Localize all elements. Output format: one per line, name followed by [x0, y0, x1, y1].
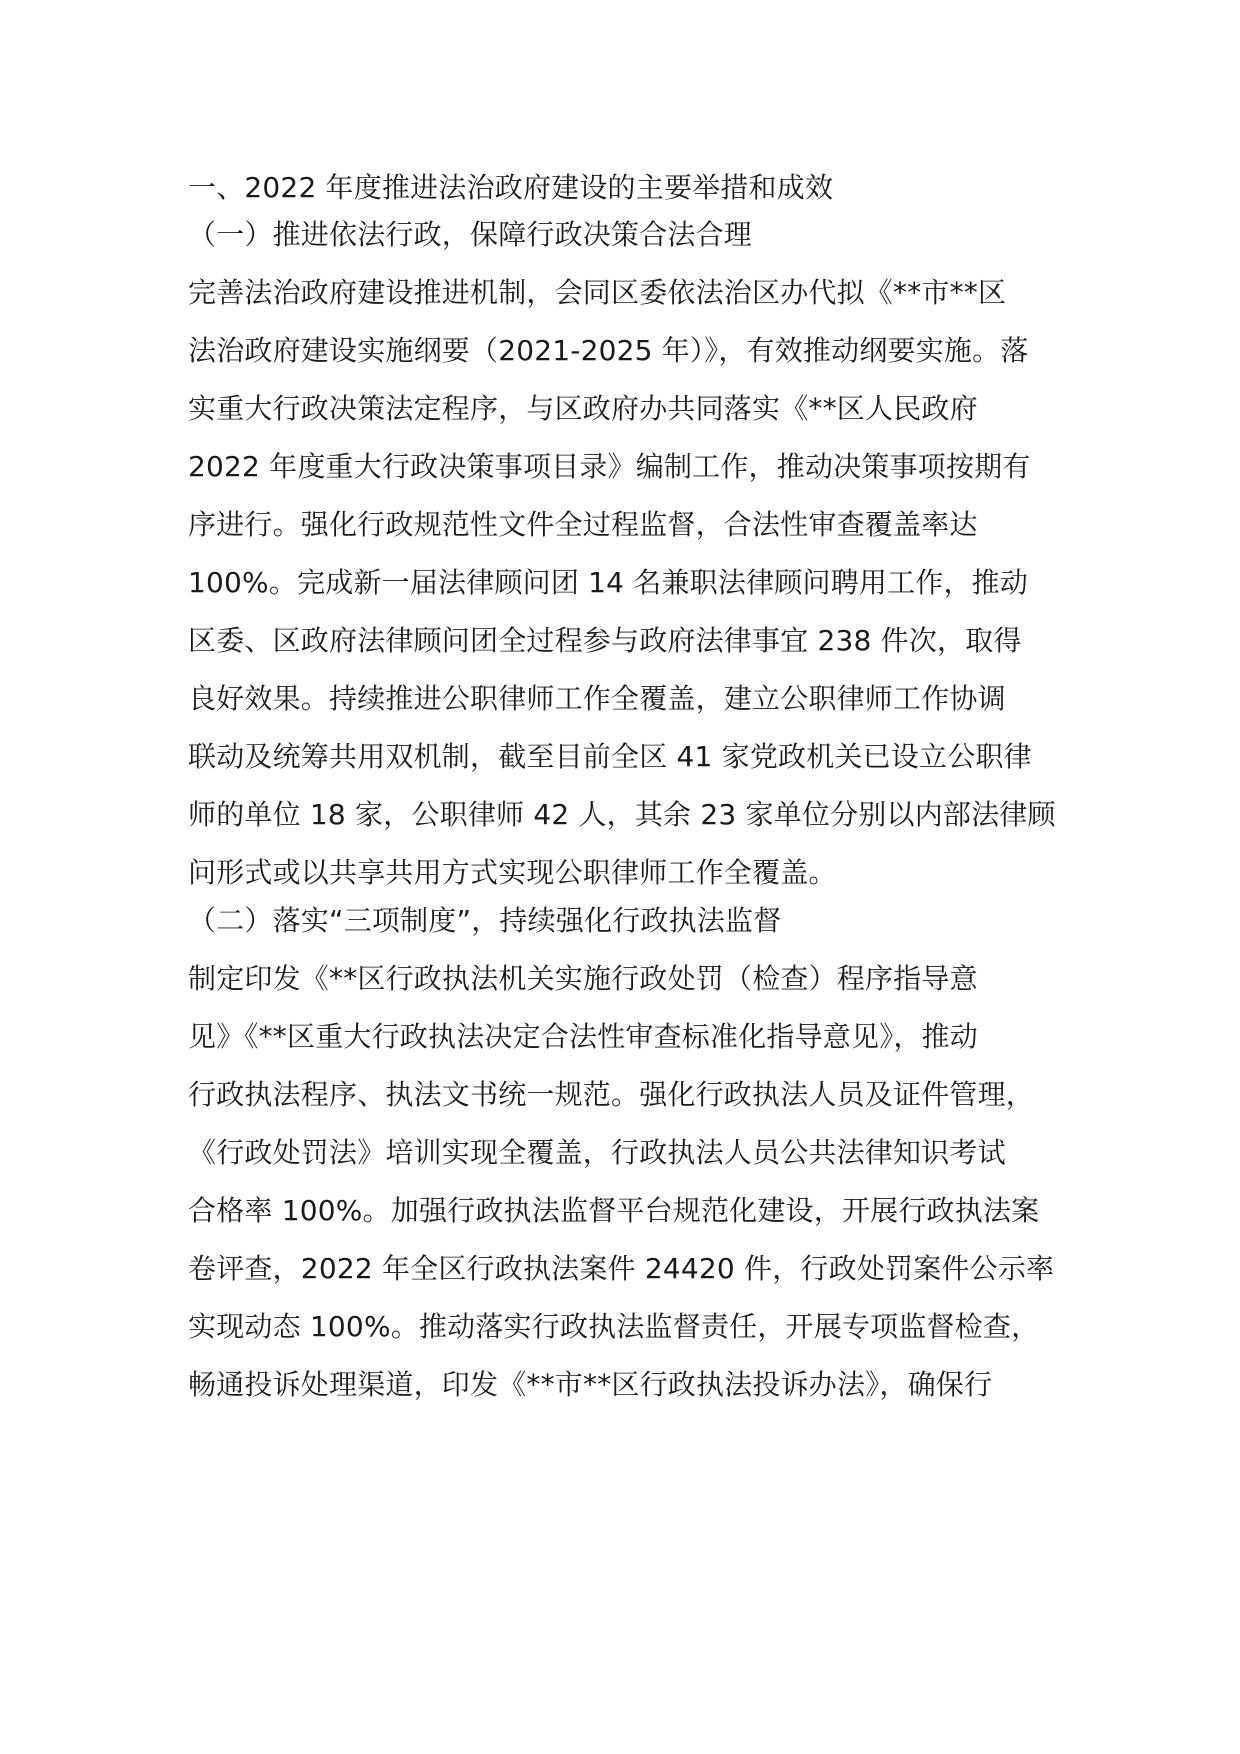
- paragraph-2-line-5: 合格率 100%。加强行政执法监督平台规范化建设，开展行政执法案: [188, 1194, 1040, 1227]
- paragraph-1-line-10: 师的单位 18 家，公职律师 42 人，其余 23 家单位分别以内部法律顾: [188, 798, 1056, 831]
- paragraph-1-line-11: 问形式或以共享共用方式实现公职律师工作全覆盖。: [188, 856, 837, 889]
- paragraph-1-line-9: 联动及统筹共用双机制，截至目前全区 41 家党政机关已设立公职律: [188, 740, 1032, 773]
- paragraph-2-line-3: 行政执法程序、执法文书统一规范。强化行政执法人员及证件管理，: [188, 1078, 1035, 1111]
- paragraph-1-line-6: 100%。完成新一届法律顾问团 14 名兼职法律顾问聘用工作，推动: [188, 566, 1029, 599]
- subsection-heading-2: （二）落实“三项制度”，持续强化行政执法监督: [188, 904, 782, 937]
- paragraph-2-line-4: 《行政处罚法》培训实现全覆盖，行政执法人员公共法律知识考试: [188, 1136, 1006, 1169]
- paragraph-2-line-7: 实现动态 100%。推动落实行政执法监督责任，开展专项监督检查，: [188, 1310, 1040, 1343]
- paragraph-1-line-4: 2022 年度重大行政决策事项目录》编制工作，推动决策事项按期有: [188, 450, 1031, 483]
- section-heading: 一、2022 年度推进法治政府建设的主要举措和成效: [188, 171, 834, 204]
- paragraph-2-line-8: 畅通投诉处理渠道，印发《**市**区行政执法投诉办法》，确保行: [188, 1368, 993, 1401]
- paragraph-2-line-6: 卷评查，2022 年全区行政执法案件 24420 件，行政处罚案件公示率: [188, 1252, 1055, 1285]
- paragraph-1-line-3: 实重大行政决策法定程序，与区政府办共同落实《**区人民政府: [188, 392, 978, 425]
- paragraph-1-line-7: 区委、区政府法律顾问团全过程参与政府法律事宜 238 件次，取得: [188, 624, 1022, 657]
- paragraph-1-line-1: 完善法治政府建设推进机制，会同区委依法治区办代拟《**市**区: [188, 276, 1007, 309]
- subsection-heading-1: （一）推进依法行政，保障行政决策合法合理: [188, 218, 753, 251]
- paragraph-1-line-2: 法治政府建设实施纲要（2021-2025 年）》，有效推动纲要实施。落: [188, 334, 1029, 367]
- paragraph-2-line-2: 见》《**区重大行政执法决定合法性审查标准化指导意见》，推动: [188, 1020, 979, 1053]
- paragraph-1-line-8: 良好效果。持续推进公职律师工作全覆盖，建立公职律师工作协调: [188, 682, 1006, 715]
- paragraph-1-line-5: 序进行。强化行政规范性文件全过程监督，合法性审查覆盖率达: [188, 508, 978, 541]
- paragraph-2-line-1: 制定印发《**区行政执法机关实施行政处罚（检查）程序指导意: [188, 962, 978, 995]
